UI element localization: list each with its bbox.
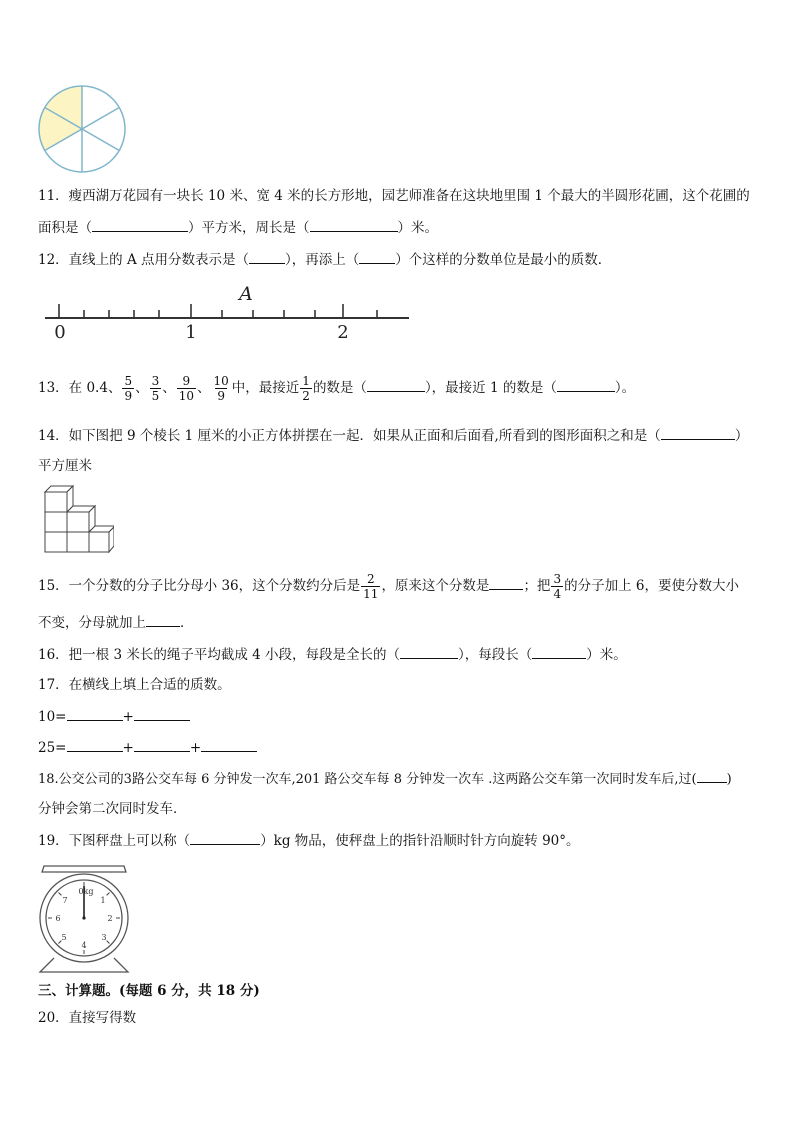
number-line — [40, 282, 412, 342]
number-line-ticks — [59, 304, 377, 318]
fraction-3-5: $\frac{3}{5}$ — [151, 374, 160, 403]
q16-fraction-blank[interactable] — [400, 644, 458, 659]
dial-label-6: 6 — [55, 914, 61, 923]
q19-weight-blank[interactable] — [190, 830, 260, 845]
fraction-1-2: $\frac{1}{2}$ — [302, 374, 310, 403]
q16-length-blank[interactable] — [532, 644, 586, 659]
q12-fraction-blank[interactable] — [249, 249, 285, 264]
section-3-heading: 三、计算题。(每题 6 分，共 18 分) — [38, 983, 260, 999]
tick-label-2: 2 — [337, 322, 349, 342]
tick-label-0: 0 — [54, 322, 66, 342]
dial-label-4: 4 — [81, 941, 87, 950]
q17-eq2-blank-1[interactable] — [67, 737, 123, 752]
q15-denominator-blank[interactable] — [146, 612, 180, 627]
dial-label-7: 7 — [62, 896, 68, 905]
q12-text: 12．直线上的 A 点用分数表示是（ ），再添上（ ）个这样的分数单位是最小的质数． — [38, 249, 611, 270]
q16-text: 16．把一根 3 米长的绳子平均截成 4 小段，每段是全长的（ ），每段长（ ）米。 — [38, 644, 627, 665]
q18-minutes-blank[interactable] — [697, 768, 727, 783]
q11-area-blank[interactable] — [92, 217, 188, 232]
q18-line1: 18.公交公司的3路公交车每 6 分钟发一次车,201 路公交车每 8 分钟发一次车 .这两路公交车第一次同时发车后,过( ) — [38, 768, 732, 790]
q17-eq2-blank-2[interactable] — [134, 737, 190, 752]
fraction-5-9: $\frac{5}{9}$ — [124, 374, 133, 403]
dial-label-3: 3 — [101, 933, 107, 942]
q15-line1: 15．一个分数的分子比分母小 36，这个分数约分后是 $\frac{2}{11}$ ，原来这个分数是 ；把 $\frac{3}{4}$ 的分子加上 6，要使分数大小 — [38, 572, 739, 601]
fraction-10-9: $\frac{10}{9}$ — [213, 374, 229, 403]
q14-line2: 平方厘米 — [38, 458, 92, 474]
q15-original-fraction-blank[interactable] — [489, 575, 523, 590]
fraction-2-11: $\frac{2}{11}$ — [363, 572, 379, 601]
q17-eq1-blank-2[interactable] — [134, 706, 190, 721]
dial-label-2: 2 — [107, 914, 113, 923]
q13-one-blank[interactable] — [557, 377, 615, 392]
scale-dial-figure — [36, 862, 132, 974]
q17-eq1: 10= + — [38, 706, 190, 727]
q11-line2: 面积是（ ）平方米，周长是（ ）米。 — [38, 217, 438, 238]
cube-stack-figure — [40, 482, 114, 554]
q17-eq2: 25= + + — [38, 737, 257, 758]
tick-label-1: 1 — [185, 322, 197, 342]
q12-count-blank[interactable] — [359, 249, 395, 264]
q17-title: 17．在横线上填上合适的质数。 — [38, 677, 231, 693]
q15-line2: 不变，分母就加上 ． — [38, 612, 194, 633]
pie-figure — [36, 83, 128, 175]
q13-text: 13．在 0.4、 $\frac{5}{9}$ 、 $\frac{3}{5}$ 、 $\frac{9}{10}$ 、 $\frac{10}{9}$ 中，最接近 $\frac{1}{2}$ 的数是（ ），最接近 1 的数是（ ）。 — [38, 374, 636, 403]
dial-label-0kg: 0kg — [78, 887, 94, 896]
fraction-9-10: $\frac{9}{10}$ — [178, 374, 195, 403]
q17-eq1-blank-1[interactable] — [67, 706, 123, 721]
q20-text: 20．直接写得数 — [38, 1010, 137, 1026]
q19-text: 19．下图秤盘上可以称（ ）kg 物品，使秤盘上的指针沿顺时针方向旋转 90°。 — [38, 830, 580, 851]
q11-perimeter-blank[interactable] — [310, 217, 398, 232]
point-a-label: A — [239, 283, 253, 305]
fraction-3-4: $\frac{3}{4}$ — [553, 572, 562, 601]
q17-eq2-blank-3[interactable] — [201, 737, 257, 752]
dial-label-5: 5 — [61, 933, 67, 942]
q11-line1: 11．瘦西湖万花园有一块长 10 米、宽 4 米的长方形地，园艺师准备在这块地里围 1 个最大的半圆形花圃，这个花圃的 — [38, 188, 750, 204]
q13-half-blank[interactable] — [367, 377, 425, 392]
q14-area-blank[interactable] — [661, 425, 735, 440]
dial-label-1: 1 — [100, 896, 106, 905]
q18-line2: 分钟会第二次同时发车． — [38, 801, 187, 817]
q14-line1: 14．如下图把 9 个棱长 1 厘米的小正方体拼摆在一起．如果从正面和后面看,所看到的图形面积之和是（ ） — [38, 425, 748, 446]
